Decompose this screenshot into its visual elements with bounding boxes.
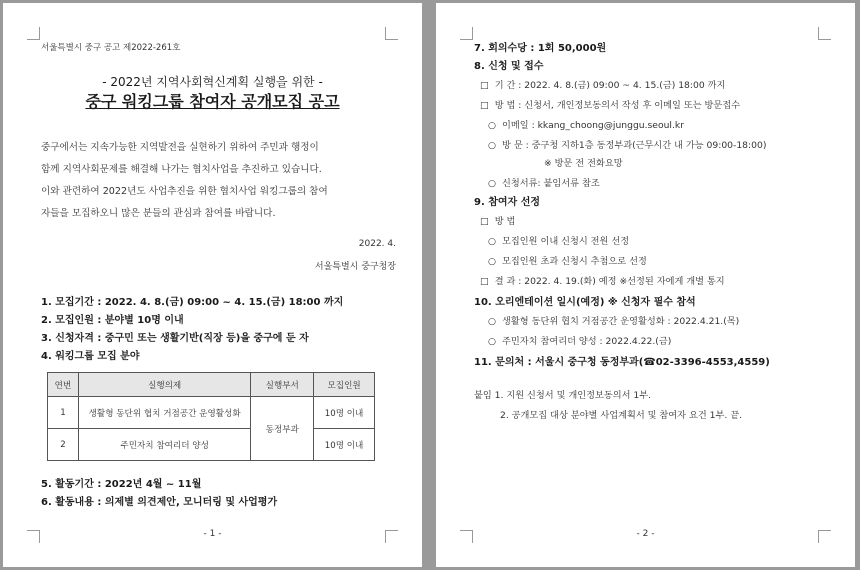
attachment-line: 붙임 1. 지원 신청서 및 개인정보동의서 1부. <box>474 390 652 401</box>
section-item: 10. 오리엔테이션 일시(예정) ※ 신청자 필수 참석 <box>474 297 696 308</box>
line-text: 결 과 : 2022. 4. 19.(화) 예정 ※선정된 자에게 개별 통지 <box>494 276 725 287</box>
section-item: 11. 문의처 : 서울시 중구청 동정부과(☎02-3396-4553,4559) <box>474 357 770 368</box>
circle-line <box>488 313 739 327</box>
circle-bullet-icon: ○ <box>488 256 497 267</box>
page-corner-mark <box>27 27 40 40</box>
row-number: 2 <box>48 429 79 461</box>
circle-line <box>488 233 629 247</box>
section-item: 8. 신청 및 접수 <box>474 61 544 72</box>
circle-line <box>488 117 684 131</box>
table-header: 연번 <box>48 373 79 397</box>
row-people: 10명 이내 <box>314 397 375 429</box>
circle-bullet-icon: ○ <box>488 316 497 327</box>
table-header: 실행부서 <box>251 373 314 397</box>
intro-line: 중구에서는 지속가능한 지역발전을 실현하기 위하여 주민과 행정이 <box>41 142 319 153</box>
section-item: 6. 활동내용 : 의제별 의견제안, 모니터링 및 사업평가 <box>41 497 278 508</box>
circle-line <box>488 253 647 267</box>
line-text: 방 문 : 중구청 지하1층 동정부과(근무시간 내 가능 09:00-18:00) <box>502 140 767 151</box>
square-bullet-icon: □ <box>480 276 489 287</box>
section-item: 4. 워킹그룹 모집 분야 <box>41 351 140 362</box>
page-corner-mark <box>385 27 398 40</box>
line-text: 방 법 <box>494 216 516 227</box>
square-bullet-icon: □ <box>480 216 489 227</box>
circle-line <box>488 333 671 347</box>
checklist-line <box>480 273 725 287</box>
section-item: 9. 참여자 선정 <box>474 197 541 208</box>
page-corner-mark <box>818 27 831 40</box>
row-agenda: 주민자치 참여리더 양성 <box>78 429 250 461</box>
document-page-1 <box>3 3 422 567</box>
checklist-line <box>480 97 740 111</box>
line-text: 모집인원 초과 신청시 추첨으로 선정 <box>502 256 647 267</box>
notice-number: 서울특별시 중구 공고 제2022-261호 <box>41 43 181 53</box>
circle-bullet-icon: ○ <box>488 140 497 151</box>
section-item: 1. 모집기간 : 2022. 4. 8.(금) 09:00 ~ 4. 15.(금) 18:00 까지 <box>41 297 344 308</box>
line-text: 생활형 동단위 협치 거점공간 운영활성화 : 2022.4.21.(목) <box>502 316 740 327</box>
checklist-line <box>480 213 515 227</box>
line-text: 기 간 : 2022. 4. 8.(금) 09:00 ~ 4. 15.(금) 18:00 까지 <box>494 80 726 91</box>
document-page-2 <box>436 3 855 567</box>
square-bullet-icon: □ <box>480 80 489 91</box>
table-row <box>48 397 375 429</box>
circle-bullet-icon: ○ <box>488 336 497 347</box>
circle-bullet-icon: ○ <box>488 120 497 131</box>
line-text: 이메일 : kkang_choong@junggu.seoul.kr <box>502 120 684 131</box>
checklist-line <box>480 77 725 91</box>
row-people: 10명 이내 <box>314 429 375 461</box>
table-header: 모집인원 <box>314 373 375 397</box>
section-item: 7. 회의수당 : 1회 50,000원 <box>474 43 607 54</box>
row-department: 동정부과 <box>251 397 314 461</box>
circle-line <box>488 175 600 189</box>
section-item: 5. 활동기간 : 2022년 4월 ~ 11월 <box>41 479 202 490</box>
circle-bullet-icon: ○ <box>488 178 497 189</box>
line-text: 신청서류: 붙임서류 참조 <box>502 178 600 189</box>
attachment-line: 2. 공개모집 대상 분야별 사업계획서 및 참여자 요건 1부. 끝. <box>500 410 742 421</box>
table-header: 실행의제 <box>78 373 250 397</box>
section-item: 2. 모집인원 : 분야별 10명 이내 <box>41 315 184 326</box>
line-text: 방 법 : 신청서, 개인정보동의서 작성 후 이메일 또는 방문접수 <box>494 100 740 111</box>
note-line: ※ 방문 전 전화요망 <box>544 158 623 169</box>
page-title: 중구 워킹그룹 참여자 공개모집 공고 <box>85 92 340 111</box>
intro-line: 이와 관련하여 2022년도 사업추진을 위한 협치사업 워킹그룹의 참여 <box>41 186 328 197</box>
circle-bullet-icon: ○ <box>488 236 497 247</box>
notice-date: 2022. 4. <box>358 239 396 249</box>
issuer-signature: 서울특별시 중구청장 <box>314 262 396 272</box>
intro-line: 자들을 모집하오니 많은 분들의 관심과 참여를 바랍니다. <box>41 208 276 219</box>
line-text: 모집인원 이내 신청시 전원 선정 <box>502 236 630 247</box>
page-corner-mark <box>460 27 473 40</box>
page-number: - 1 - <box>203 529 222 539</box>
row-number: 1 <box>48 397 79 429</box>
intro-line: 함께 지역사회문제를 해결해 나가는 협치사업을 추진하고 있습니다. <box>41 164 322 175</box>
recruitment-table <box>47 372 375 461</box>
row-agenda: 생활형 동단위 협치 거점공간 운영활성화 <box>78 397 250 429</box>
circle-line <box>488 137 766 151</box>
table-row <box>48 429 375 461</box>
line-text: 주민자치 참여리더 양성 : 2022.4.22.(금) <box>502 336 672 347</box>
title-subheading: - 2022년 지역사회혁신계획 실행을 위한 - <box>102 75 323 89</box>
square-bullet-icon: □ <box>480 100 489 111</box>
page-number: - 2 - <box>636 529 655 539</box>
section-item: 3. 신청자격 : 중구민 또는 생활기반(직장 등)을 중구에 둔 자 <box>41 333 309 344</box>
